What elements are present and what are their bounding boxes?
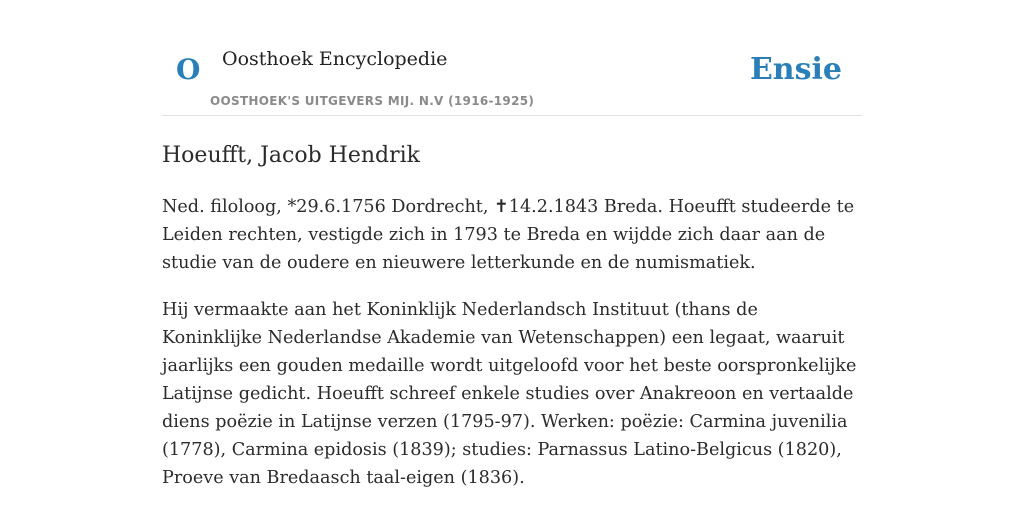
article-title: Hoeufft, Jacob Hendrik	[162, 143, 420, 168]
article-paragraph-2: Hij vermaakte aan het Koninklijk Nederlandsch Instituut (thans de Koninklijke Nederlandse Akademie van Wetenschappen) een legaat, waaruit jaarlijks een gouden medaille wordt uitgeloofd voor het beste oorspronkelijke Latijnse gedicht. Hoeufft schreef enkele studies over Anakreoon en vertaalde diens poëzie in Latijnse verzen (1795-97). Werken: poëzie: Carmina juvenilia (1778), Carmina epidosis (1839); studies: Parnassus Latino-Belgicus (1820), Proeve van Bredaasch taal-eigen (1836).	[162, 300, 857, 488]
article-paragraph-1: Ned. filoloog, *29.6.1756 Dordrecht, ✝14.2.1843 Breda. Hoeufft studeerde te Leiden rechten, vestigde zich in 1793 te Breda en wijdde zich daar aan de studie van de oudere en nieuwere letterkunde en de numismatiek.	[162, 197, 855, 273]
site-header	[162, 0, 862, 116]
publisher-label: OOSTHOEK'S UITGEVERS MIJ. N.V (1916-1925)	[210, 94, 535, 108]
ensie-logo-link[interactable]: Ensie	[749, 52, 842, 87]
encyclopedia-logo-icon[interactable]: O	[176, 53, 201, 86]
encyclopedia-title-link[interactable]: Oosthoek Encyclopedie	[222, 48, 448, 70]
page	[162, 0, 862, 492]
